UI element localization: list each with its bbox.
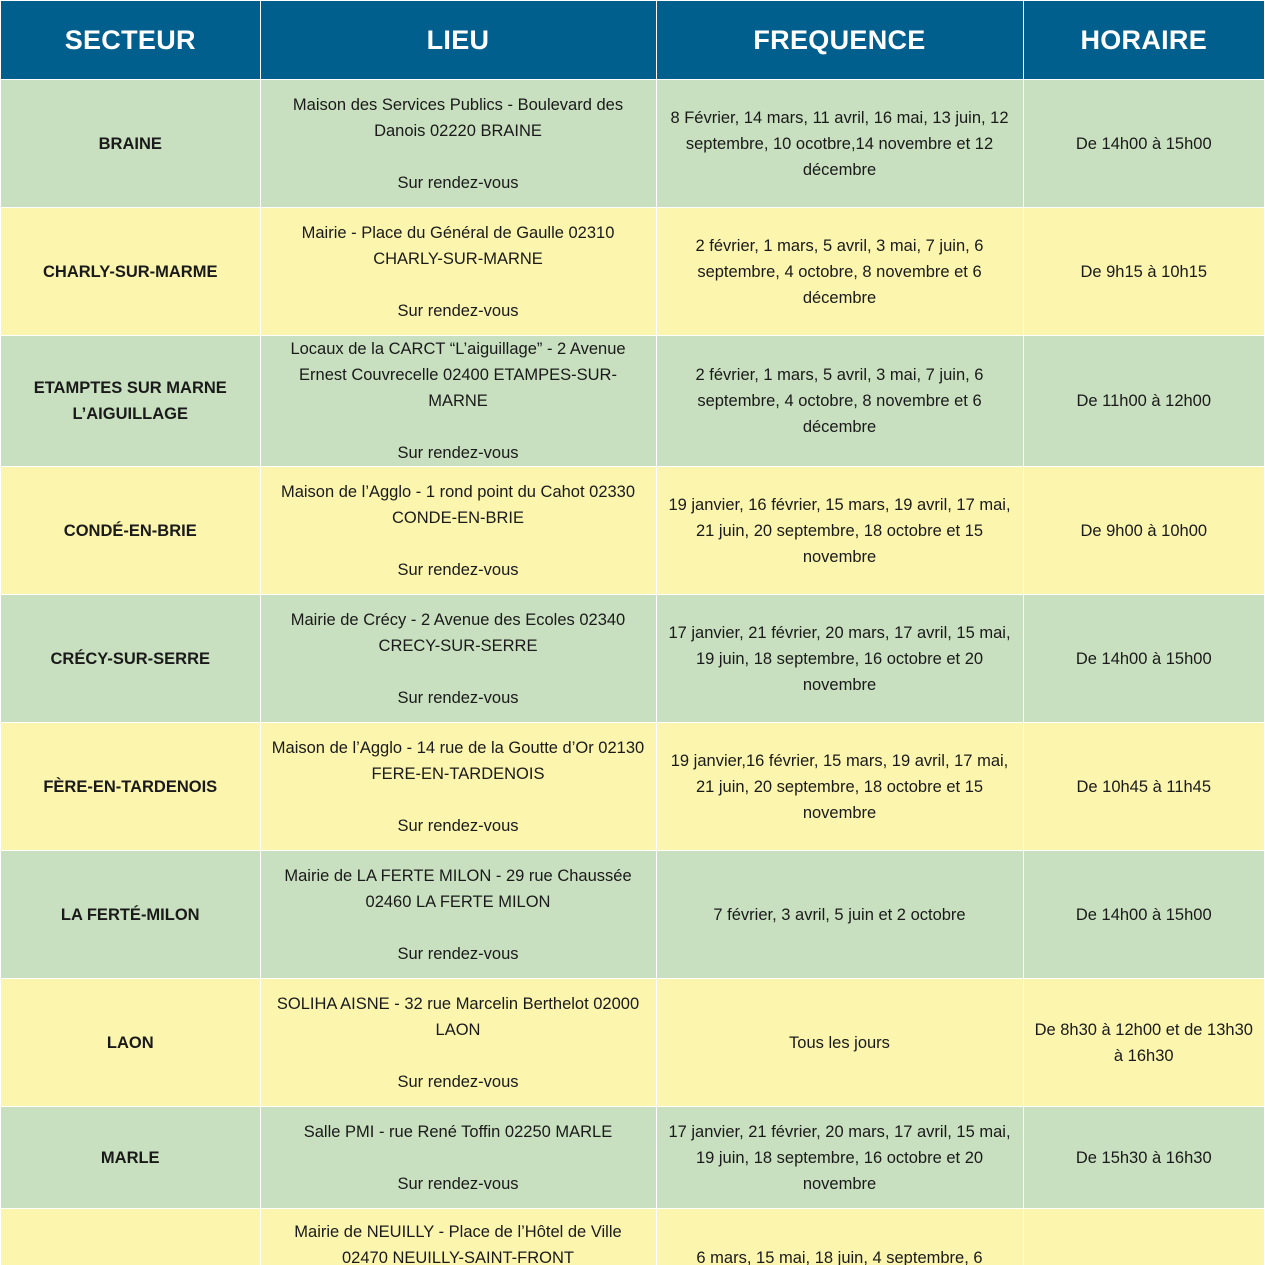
secteur-name: CONDÉ-EN-BRIE	[63, 521, 197, 540]
lieu-address: SOLIHA AISNE - 32 rue Marcelin Berthelot 02000 LAON	[276, 994, 640, 1039]
rdv-note: Sur rendez-vous	[397, 173, 519, 192]
lieu-cell	[260, 336, 656, 467]
horaire-cell: De 10h45 à 11h45	[1023, 723, 1264, 851]
table-row	[1, 851, 1264, 979]
horaire-cell: De 14h00 à 15h00	[1023, 851, 1264, 979]
secteur-name: BRAINE	[98, 134, 162, 153]
secteur-name: FÈRE-EN-TARDENOIS	[43, 777, 218, 796]
lieu-cell	[260, 208, 656, 336]
secteur-name: CHARLY-SUR-MARME	[43, 262, 218, 281]
header-horaire: HORAIRE	[1023, 1, 1264, 80]
secteur-name: LA FERTÉ-MILON	[60, 905, 200, 924]
lieu-address: Mairie - Place du Général de Gaulle 02310 CHARLY-SUR-MARNE	[301, 223, 615, 268]
rdv-note: Sur rendez-vous	[397, 301, 519, 320]
table-row	[1, 1107, 1264, 1209]
frequence-cell: 19 janvier,16 février, 15 mars, 19 avril, 17 mai, 21 juin, 20 septembre, 18 octobre et 15 novembre	[656, 723, 1023, 851]
table-row	[1, 208, 1264, 336]
secteur-cell	[1, 723, 260, 851]
secteur-name: CRÉCY-SUR-SERRE	[50, 649, 211, 668]
lieu-address: Salle PMI - rue René Toffin 02250 MARLE	[303, 1122, 613, 1141]
frequence-cell: 7 février, 3 avril, 5 juin et 2 octobre	[656, 851, 1023, 979]
frequence-cell: 2 février, 1 mars, 5 avril, 3 mai, 7 juin, 6 septembre, 4 octobre, 8 novembre et 6 décembre	[656, 208, 1023, 336]
horaire-cell: De 11h00 à 12h00	[1023, 336, 1264, 467]
rdv-note: Sur rendez-vous	[397, 944, 519, 963]
secteur-cell	[1, 208, 260, 336]
secteur-cell	[1, 851, 260, 979]
horaire-cell: De 15h30 à 16h30	[1023, 1107, 1264, 1209]
lieu-address: Maison de l’Agglo - 1 rond point du Cahot 02330 CONDE-EN-BRIE	[280, 482, 636, 527]
lieu-address: Maison de l’Agglo - 14 rue de la Goutte d’Or 02130 FERE-EN-TARDENOIS	[271, 738, 645, 783]
lieu-address: Mairie de Crécy - 2 Avenue des Ecoles 02340 CRECY-SUR-SERRE	[290, 610, 626, 655]
table-row	[1, 979, 1264, 1107]
lieu-address: Maison des Services Publics - Boulevard des Danois 02220 BRAINE	[292, 95, 624, 140]
schedule-table	[1, 1, 1264, 1265]
secteur-cell	[1, 467, 260, 595]
header-secteur: SECTEUR	[1, 1, 260, 80]
horaire-cell: De 9h00 à 10h00	[1023, 467, 1264, 595]
frequence-cell: 8 Février, 14 mars, 11 avril, 16 mai, 13 juin, 12 septembre, 10 ocotbre,14 novembre et 12 décembre	[656, 80, 1023, 208]
secteur-cell	[1, 1209, 260, 1265]
rdv-note: Sur rendez-vous	[397, 1174, 519, 1193]
secteur-cell	[1, 1107, 260, 1209]
secteur-cell	[1, 979, 260, 1107]
table-row	[1, 723, 1264, 851]
rdv-note: Sur rendez-vous	[397, 560, 519, 579]
lieu-cell	[260, 80, 656, 208]
frequence-cell: Tous les jours	[656, 979, 1023, 1107]
lieu-cell	[260, 723, 656, 851]
lieu-cell	[260, 595, 656, 723]
secteur-name: MARLE	[100, 1148, 160, 1167]
rdv-note: Sur rendez-vous	[397, 688, 519, 707]
frequence-cell: 17 janvier, 21 février, 20 mars, 17 avril, 15 mai, 19 juin, 18 septembre, 16 octobre et 20 novembre	[656, 595, 1023, 723]
header-lieu: LIEU	[260, 1, 656, 80]
header-frequence: FREQUENCE	[656, 1, 1023, 80]
table-header	[1, 1, 1264, 80]
lieu-cell	[260, 851, 656, 979]
frequence-cell: 6 mars, 15 mai, 18 juin, 4 septembre, 6	[656, 1209, 1023, 1265]
lieu-address: Mairie de NEUILLY - Place de l’Hôtel de Ville 02470 NEUILLY-SAINT-FRONT	[294, 1223, 622, 1265]
table-row	[1, 1209, 1264, 1265]
rdv-note: Sur rendez-vous	[397, 816, 519, 835]
secteur-cell	[1, 595, 260, 723]
secteur-cell	[1, 80, 260, 208]
secteur-name: LAON	[106, 1033, 154, 1052]
table-row	[1, 80, 1264, 208]
frequence-cell: 2 février, 1 mars, 5 avril, 3 mai, 7 juin, 6 septembre, 4 octobre, 8 novembre et 6 décembre	[656, 336, 1023, 467]
horaire-cell: De 9h15 à 10h15	[1023, 208, 1264, 336]
lieu-cell	[260, 1209, 656, 1265]
secteur-subname: L’AIGUILLAGE	[72, 405, 188, 423]
horaire-cell: De 14h00 à 15h00	[1023, 595, 1264, 723]
horaire-cell	[1023, 1209, 1264, 1265]
secteur-name: ETAMPTES SUR MARNE	[33, 379, 227, 397]
lieu-cell	[260, 979, 656, 1107]
table-row	[1, 336, 1264, 467]
secteur-cell	[1, 336, 260, 467]
rdv-note: Sur rendez-vous	[397, 1072, 519, 1091]
frequence-cell: 19 janvier, 16 février, 15 mars, 19 avril, 17 mai, 21 juin, 20 septembre, 18 octobre et 15 novembre	[656, 467, 1023, 595]
horaire-cell: De 8h30 à 12h00 et de 13h30 à 16h30	[1023, 979, 1264, 1107]
rdv-note: Sur rendez-vous	[397, 444, 519, 462]
table-row	[1, 595, 1264, 723]
lieu-address: Mairie de LA FERTE MILON - 29 rue Chaussée 02460 LA FERTE MILON	[284, 866, 632, 911]
lieu-cell	[260, 467, 656, 595]
lieu-address: Locaux de la CARCT “L’aiguillage” - 2 Avenue Ernest Couvrecelle 02400 ETAMPES-SUR-MARNE	[290, 340, 626, 410]
lieu-cell	[260, 1107, 656, 1209]
horaire-cell: De 14h00 à 15h00	[1023, 80, 1264, 208]
table-row	[1, 467, 1264, 595]
frequence-cell: 17 janvier, 21 février, 20 mars, 17 avril, 15 mai, 19 juin, 18 septembre, 16 octobre et 20 novembre	[656, 1107, 1023, 1209]
table-body	[1, 80, 1264, 1265]
